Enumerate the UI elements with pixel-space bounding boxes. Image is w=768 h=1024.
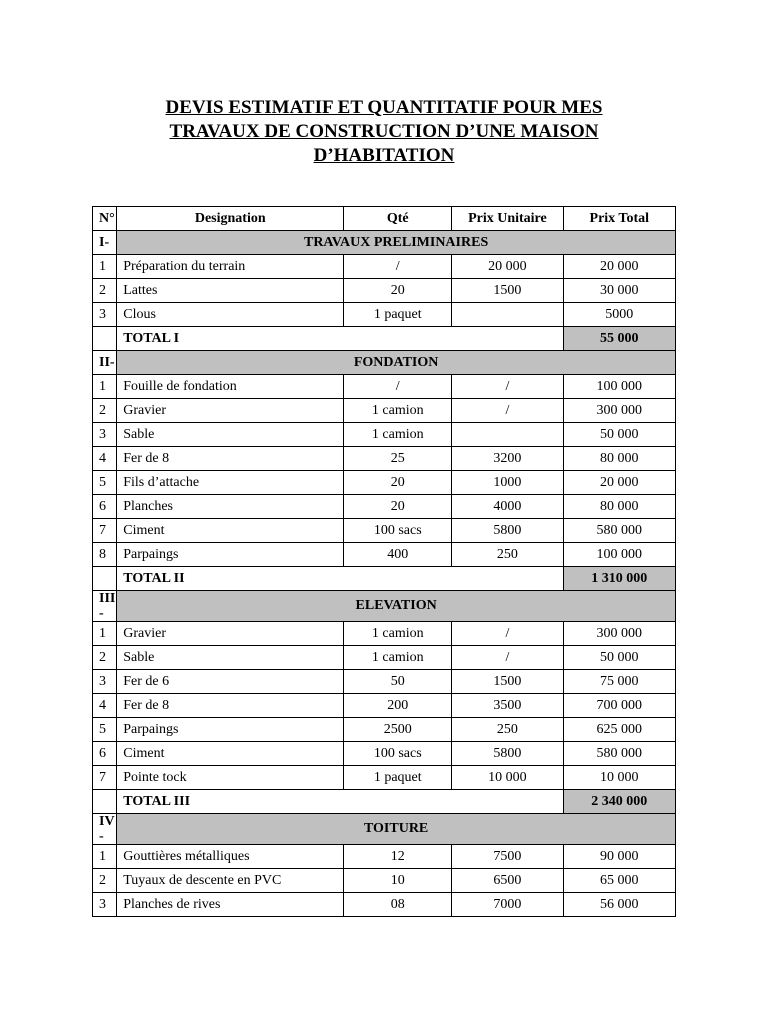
title-line-3: D’HABITATION	[313, 145, 455, 166]
row-designation: Planches de rives	[117, 893, 344, 917]
header-no: N°	[93, 207, 117, 231]
row-quantity: 1 paquet	[344, 303, 452, 327]
row-total-price: 20 000	[563, 471, 675, 495]
row-unit-price: 4000	[452, 495, 563, 519]
row-total-price: 580 000	[563, 742, 675, 766]
table-row	[93, 279, 676, 303]
row-designation: Pointe tock	[117, 766, 344, 790]
row-designation: Fer de 6	[117, 670, 344, 694]
row-unit-price: /	[452, 375, 563, 399]
row-designation: Parpaings	[117, 543, 344, 567]
row-designation: Clous	[117, 303, 344, 327]
row-unit-price: 5800	[452, 742, 563, 766]
row-unit-price: 1000	[452, 471, 563, 495]
row-total-price: 5000	[563, 303, 675, 327]
table-row	[93, 543, 676, 567]
row-unit-price: 10 000	[452, 766, 563, 790]
row-unit-price: 20 000	[452, 255, 563, 279]
section-title: TRAVAUX PRELIMINAIRES	[117, 231, 676, 255]
row-total-price: 100 000	[563, 543, 675, 567]
row-quantity: 20	[344, 471, 452, 495]
row-quantity: 400	[344, 543, 452, 567]
row-total-price: 20 000	[563, 255, 675, 279]
row-total-price: 10 000	[563, 766, 675, 790]
section-title: ELEVATION	[117, 591, 676, 622]
row-quantity: 25	[344, 447, 452, 471]
table-row	[93, 399, 676, 423]
section-number: IV -	[93, 814, 117, 845]
row-number: 3	[93, 423, 117, 447]
row-quantity: 1 camion	[344, 399, 452, 423]
row-designation: Fouille de fondation	[117, 375, 344, 399]
row-total-price: 300 000	[563, 622, 675, 646]
total-label: TOTAL I	[117, 327, 563, 351]
row-number: 3	[93, 303, 117, 327]
row-number: 2	[93, 399, 117, 423]
title-line-2: TRAVAUX DE CONSTRUCTION D’UNE MAISON	[169, 121, 599, 142]
row-unit-price: /	[452, 622, 563, 646]
row-unit-price: 5800	[452, 519, 563, 543]
total-value: 1 310 000	[563, 567, 675, 591]
row-total-price: 80 000	[563, 447, 675, 471]
table-body	[93, 231, 676, 917]
total-label: TOTAL III	[117, 790, 563, 814]
row-unit-price: 7000	[452, 893, 563, 917]
header-row	[93, 207, 676, 231]
row-unit-price: 7500	[452, 845, 563, 869]
table-row	[93, 670, 676, 694]
total-empty-cell	[93, 327, 117, 351]
row-unit-price: 6500	[452, 869, 563, 893]
row-quantity: /	[344, 375, 452, 399]
total-label: TOTAL II	[117, 567, 563, 591]
row-designation: Ciment	[117, 742, 344, 766]
row-total-price: 50 000	[563, 646, 675, 670]
row-designation: Sable	[117, 423, 344, 447]
row-designation: Fils d’attache	[117, 471, 344, 495]
section-number: I-	[93, 231, 117, 255]
row-total-price: 100 000	[563, 375, 675, 399]
row-total-price: 700 000	[563, 694, 675, 718]
row-unit-price: 250	[452, 543, 563, 567]
row-quantity: 2500	[344, 718, 452, 742]
table-row	[93, 845, 676, 869]
row-number: 7	[93, 766, 117, 790]
row-total-price: 65 000	[563, 869, 675, 893]
section-header-row	[93, 231, 676, 255]
row-quantity: /	[344, 255, 452, 279]
row-quantity: 50	[344, 670, 452, 694]
row-unit-price: 3500	[452, 694, 563, 718]
row-total-price: 56 000	[563, 893, 675, 917]
row-unit-price: /	[452, 646, 563, 670]
row-number: 4	[93, 447, 117, 471]
row-quantity: 12	[344, 845, 452, 869]
row-designation: Fer de 8	[117, 694, 344, 718]
row-unit-price: 1500	[452, 279, 563, 303]
table-row	[93, 471, 676, 495]
header-qte: Qté	[344, 207, 452, 231]
row-number: 1	[93, 375, 117, 399]
table-row	[93, 495, 676, 519]
section-title: FONDATION	[117, 351, 676, 375]
row-number: 7	[93, 519, 117, 543]
row-designation: Préparation du terrain	[117, 255, 344, 279]
row-designation: Lattes	[117, 279, 344, 303]
row-designation: Gravier	[117, 622, 344, 646]
row-designation: Ciment	[117, 519, 344, 543]
document-title	[0, 96, 768, 168]
title-line-1: DEVIS ESTIMATIF ET QUANTITATIF POUR MES	[165, 97, 603, 118]
table-row	[93, 447, 676, 471]
table-row	[93, 694, 676, 718]
table-row	[93, 718, 676, 742]
total-value: 55 000	[563, 327, 675, 351]
row-quantity: 100 sacs	[344, 742, 452, 766]
row-total-price: 80 000	[563, 495, 675, 519]
row-designation: Planches	[117, 495, 344, 519]
row-total-price: 30 000	[563, 279, 675, 303]
header-designation: Designation	[117, 207, 344, 231]
row-number: 1	[93, 255, 117, 279]
row-designation: Gravier	[117, 399, 344, 423]
row-quantity: 1 paquet	[344, 766, 452, 790]
row-number: 1	[93, 622, 117, 646]
row-quantity: 20	[344, 495, 452, 519]
table-row	[93, 375, 676, 399]
section-header-row	[93, 351, 676, 375]
row-number: 2	[93, 646, 117, 670]
row-total-price: 50 000	[563, 423, 675, 447]
row-unit-price	[452, 303, 563, 327]
section-number: II-	[93, 351, 117, 375]
row-quantity: 10	[344, 869, 452, 893]
row-total-price: 580 000	[563, 519, 675, 543]
row-number: 4	[93, 694, 117, 718]
table-row	[93, 742, 676, 766]
row-quantity: 20	[344, 279, 452, 303]
header-prix-total: Prix Total	[563, 207, 675, 231]
total-row	[93, 327, 676, 351]
row-designation: Tuyaux de descente en PVC	[117, 869, 344, 893]
table-row	[93, 255, 676, 279]
table-row	[93, 869, 676, 893]
row-designation: Fer de 8	[117, 447, 344, 471]
row-quantity: 200	[344, 694, 452, 718]
row-designation: Gouttières métalliques	[117, 845, 344, 869]
section-header-row	[93, 591, 676, 622]
header-prix-unitaire: Prix Unitaire	[452, 207, 563, 231]
row-number: 6	[93, 495, 117, 519]
row-unit-price: 3200	[452, 447, 563, 471]
total-row	[93, 790, 676, 814]
total-empty-cell	[93, 790, 117, 814]
row-unit-price: 1500	[452, 670, 563, 694]
row-total-price: 90 000	[563, 845, 675, 869]
row-number: 5	[93, 718, 117, 742]
table-row	[93, 646, 676, 670]
row-unit-price: /	[452, 399, 563, 423]
row-total-price: 75 000	[563, 670, 675, 694]
table-row	[93, 622, 676, 646]
row-total-price: 300 000	[563, 399, 675, 423]
row-total-price: 625 000	[563, 718, 675, 742]
row-number: 1	[93, 845, 117, 869]
row-number: 3	[93, 893, 117, 917]
row-quantity: 1 camion	[344, 423, 452, 447]
row-number: 8	[93, 543, 117, 567]
row-number: 5	[93, 471, 117, 495]
row-unit-price: 250	[452, 718, 563, 742]
total-row	[93, 567, 676, 591]
table-row	[93, 423, 676, 447]
row-quantity: 100 sacs	[344, 519, 452, 543]
table-row	[93, 519, 676, 543]
row-quantity: 1 camion	[344, 646, 452, 670]
total-empty-cell	[93, 567, 117, 591]
table-row	[93, 766, 676, 790]
table-row	[93, 893, 676, 917]
row-number: 2	[93, 869, 117, 893]
row-designation: Sable	[117, 646, 344, 670]
row-number: 3	[93, 670, 117, 694]
row-designation: Parpaings	[117, 718, 344, 742]
table-row	[93, 303, 676, 327]
section-header-row	[93, 814, 676, 845]
row-quantity: 1 camion	[344, 622, 452, 646]
total-value: 2 340 000	[563, 790, 675, 814]
devis-table	[92, 206, 676, 917]
row-unit-price	[452, 423, 563, 447]
row-number: 6	[93, 742, 117, 766]
section-title: TOITURE	[117, 814, 676, 845]
row-number: 2	[93, 279, 117, 303]
row-quantity: 08	[344, 893, 452, 917]
section-number: III -	[93, 591, 117, 622]
